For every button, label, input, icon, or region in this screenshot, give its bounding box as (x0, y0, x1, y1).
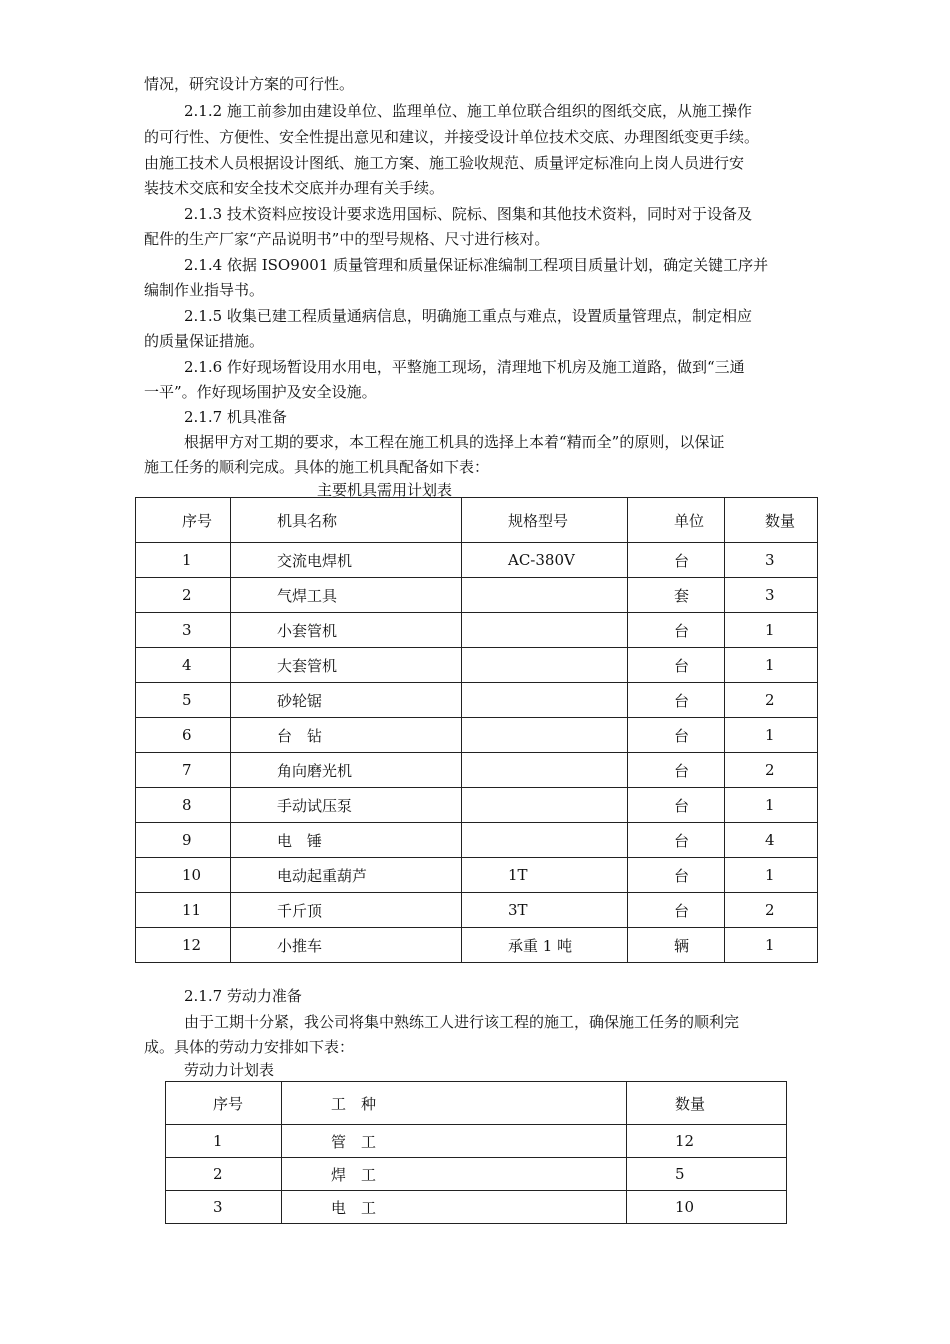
section-heading: 2.1.7 机具准备 (184, 408, 287, 426)
body-text-line: 一平”。作好现场围护及安全设施。 (144, 383, 377, 401)
header-cell: 序号 (136, 498, 231, 543)
header-cell: 序号 (166, 1082, 282, 1125)
table-cell (462, 753, 628, 788)
table-cell: 角向磨光机 (231, 753, 462, 788)
table-cell: 1 (725, 788, 818, 823)
table-cell: 1 (725, 718, 818, 753)
body-text-line: 的质量保证措施。 (144, 332, 265, 350)
table-cell: 1 (166, 1125, 282, 1158)
table-cell: 台 (628, 718, 725, 753)
table-row (136, 718, 818, 753)
header-cell: 数量 (627, 1082, 787, 1125)
body-text-line: 2.1.2 施工前参加由建设单位、监理单位、施工单位联合组织的图纸交底，从施工操作 (184, 102, 752, 120)
table-cell: 1T (462, 858, 628, 893)
table-cell: 1 (725, 613, 818, 648)
table-cell: 4 (136, 648, 231, 683)
body-text-line: 情况，研究设计方案的可行性。 (144, 75, 355, 93)
table-cell: 1 (725, 928, 818, 963)
table-row (166, 1125, 787, 1158)
table-cell: 辆 (628, 928, 725, 963)
table-header-row (136, 498, 818, 543)
body-text-line: 施工任务的顺利完成。具体的施工机具配备如下表： (144, 458, 490, 476)
table-cell: 2 (136, 578, 231, 613)
table-cell: 6 (136, 718, 231, 753)
header-cell: 规格型号 (462, 498, 628, 543)
table-cell: 台 钻 (231, 718, 462, 753)
table-cell: 3 (166, 1191, 282, 1224)
table-cell (462, 578, 628, 613)
table-cell: 台 (628, 753, 725, 788)
section-heading: 2.1.7 劳动力准备 (184, 987, 302, 1005)
table-row (136, 893, 818, 928)
table-cell: 3 (136, 613, 231, 648)
table-cell: 小推车 (231, 928, 462, 963)
table-cell: 3T (462, 893, 628, 928)
header-cell: 单位 (628, 498, 725, 543)
table-cell: 12 (627, 1125, 787, 1158)
table-cell: 7 (136, 753, 231, 788)
table-row (136, 928, 818, 963)
table-cell: AC-380V (462, 543, 628, 578)
body-text-line: 2.1.5 收集已建工程质量通病信息，明确施工重点与难点，设置质量管理点，制定相应 (184, 307, 752, 325)
table-row (136, 578, 818, 613)
table-cell: 台 (628, 858, 725, 893)
table-cell: 手动试压泵 (231, 788, 462, 823)
table-cell: 5 (136, 683, 231, 718)
body-text-line: 2.1.4 依据 ISO9001 质量管理和质量保证标准编制工程项目质量计划，确定关键工序并 (184, 256, 769, 274)
table-cell: 台 (628, 788, 725, 823)
table-cell (462, 788, 628, 823)
tools-table (135, 497, 818, 963)
table-row (136, 613, 818, 648)
table-cell: 台 (628, 683, 725, 718)
header-cell: 机具名称 (231, 498, 462, 543)
body-text-line: 根据甲方对工期的要求，本工程在施工机具的选择上本着“精而全”的原则，以保证 (184, 433, 725, 451)
body-text-line: 由于工期十分紧，我公司将集中熟练工人进行该工程的施工，确保施工任务的顺利完 (184, 1013, 740, 1031)
table-cell: 套 (628, 578, 725, 613)
header-cell: 数量 (725, 498, 818, 543)
table-cell: 电 锤 (231, 823, 462, 858)
table-row (136, 858, 818, 893)
table-cell: 焊 工 (282, 1158, 627, 1191)
table-row (166, 1158, 787, 1191)
table-cell: 台 (628, 613, 725, 648)
table-cell: 千斤顶 (231, 893, 462, 928)
table-cell: 2 (725, 683, 818, 718)
table-cell: 2 (725, 893, 818, 928)
table-cell: 3 (725, 578, 818, 613)
table-cell: 10 (627, 1191, 787, 1224)
table-cell: 电动起重葫芦 (231, 858, 462, 893)
table-cell: 台 (628, 648, 725, 683)
table-cell: 12 (136, 928, 231, 963)
table-cell: 气焊工具 (231, 578, 462, 613)
table-row (166, 1191, 787, 1224)
table-cell: 10 (136, 858, 231, 893)
table-cell: 交流电焊机 (231, 543, 462, 578)
table-cell: 大套管机 (231, 648, 462, 683)
table-cell: 承重 1 吨 (462, 928, 628, 963)
table-cell: 砂轮锯 (231, 683, 462, 718)
body-text-line: 装技术交底和安全技术交底并办理有关手续。 (144, 179, 445, 197)
table-cell: 9 (136, 823, 231, 858)
tools-table-caption: 主要机具需用计划表 (317, 481, 453, 499)
table-cell: 8 (136, 788, 231, 823)
table-row (136, 788, 818, 823)
table-row (136, 753, 818, 788)
table-row (136, 648, 818, 683)
table-cell: 台 (628, 543, 725, 578)
table-cell (462, 648, 628, 683)
body-text-line: 的可行性、方便性、安全性提出意见和建议，并接受设计单位技术交底、办理图纸变更手续。 (144, 128, 760, 146)
header-cell: 工 种 (282, 1082, 627, 1125)
body-text-line: 配件的生产厂家“产品说明书”中的型号规格、尺寸进行核对。 (144, 230, 550, 248)
table-cell: 5 (627, 1158, 787, 1191)
table-cell: 管 工 (282, 1125, 627, 1158)
table-cell: 11 (136, 893, 231, 928)
labor-table-caption: 劳动力计划表 (184, 1061, 275, 1079)
labor-table (165, 1081, 787, 1224)
table-cell: 台 (628, 893, 725, 928)
table-cell: 台 (628, 823, 725, 858)
table-cell: 小套管机 (231, 613, 462, 648)
table-cell (462, 718, 628, 753)
body-text-line: 2.1.3 技术资料应按设计要求选用国标、院标、图集和其他技术资料，同时对于设备及 (184, 205, 752, 223)
table-cell: 1 (725, 648, 818, 683)
table-cell: 2 (166, 1158, 282, 1191)
table-cell: 1 (136, 543, 231, 578)
table-cell: 电 工 (282, 1191, 627, 1224)
table-cell: 4 (725, 823, 818, 858)
body-text-line: 编制作业指导书。 (144, 281, 265, 299)
body-text-line: 成。具体的劳动力安排如下表： (144, 1038, 355, 1056)
table-header-row (166, 1082, 787, 1125)
table-row (136, 543, 818, 578)
body-text-line: 由施工技术人员根据设计图纸、施工方案、施工验收规范、质量评定标准向上岗人员进行安 (144, 154, 745, 172)
table-cell (462, 613, 628, 648)
table-row (136, 823, 818, 858)
table-cell (462, 823, 628, 858)
table-cell: 2 (725, 753, 818, 788)
table-cell (462, 683, 628, 718)
body-text-line: 2.1.6 作好现场暂设用水用电，平整施工现场，清理地下机房及施工道路，做到“三通 (184, 358, 745, 376)
table-row (136, 683, 818, 718)
table-cell: 3 (725, 543, 818, 578)
table-cell: 1 (725, 858, 818, 893)
